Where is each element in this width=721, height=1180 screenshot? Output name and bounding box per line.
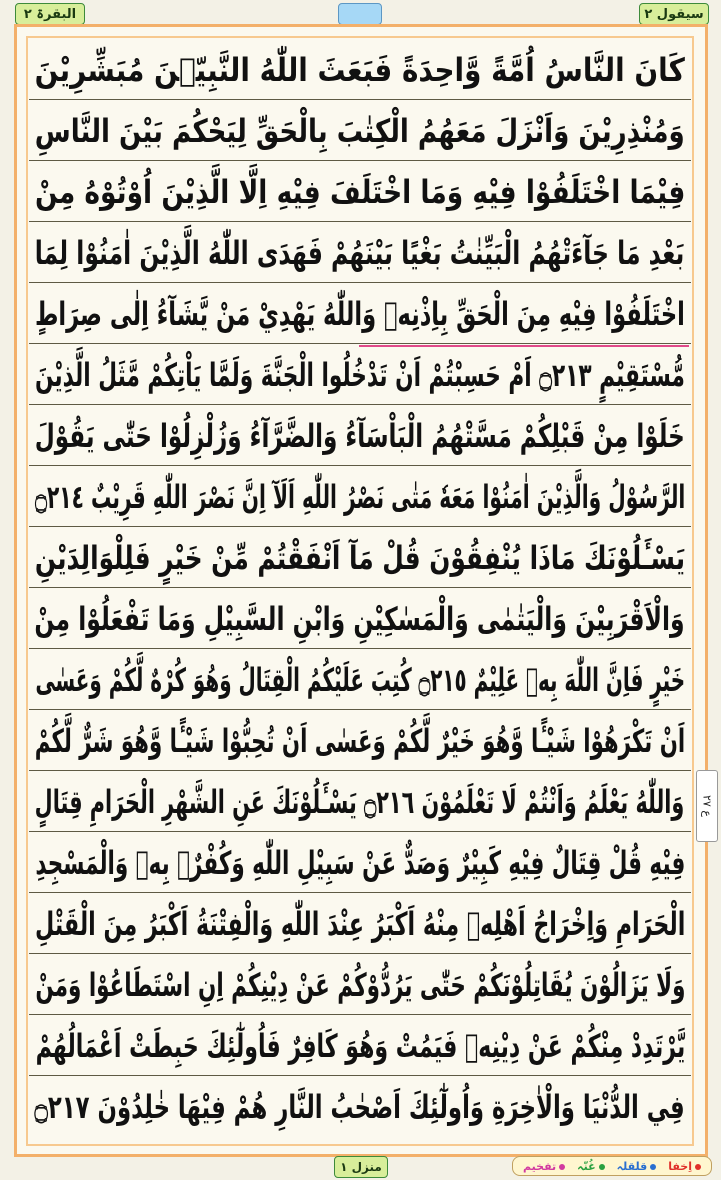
verse-line-1: [29, 39, 691, 100]
verse-line-text: وَالْاَقْرَبِيْنَ وَالْيَتٰمٰى وَالْمَسٰكِيْنِ وَابْنِ السَّبِيْلِ وَمَا تَفْعَلُوْا مِنْ: [34, 599, 686, 638]
legend-item: [668, 1160, 701, 1173]
line-divider: [29, 221, 691, 222]
verse-line-text: اَنْ تَكْرَهُوْا شَيْـًٔا وَّهُوَ خَيْرٌ لَّكُمْ وَعَسٰى اَنْ تُحِبُّوْا شَيْـًٔا وَّهُوَ شَرٌّ لَّكُمْ: [34, 721, 686, 760]
legend-item: [577, 1160, 604, 1173]
line-divider: [29, 343, 691, 344]
verse-line-text: كَانَ النَّاسُ اُمَّةً وَّاحِدَةً فَبَعَثَ اللّٰهُ النَّبِيّٖنَ مُبَشِّرِيْنَ: [34, 50, 686, 89]
verse-line-text: يَّرْتَدِدْ مِنْكُمْ عَنْ دِيْنِهٖ فَيَمُتْ وَهُوَ كَافِرٌ فَاُولٰٓئِكَ حَبِطَتْ اَعْمَالُهُمْ: [35, 1026, 685, 1065]
legend-dot-icon: [650, 1164, 656, 1170]
verse-line-text: فِيْمَا اخْتَلَفُوْا فِيْهِ وَمَا اخْتَلَفَ فِيْهِ اِلَّا الَّذِيْنَ اُوْتُوْهُ مِنْ: [34, 172, 686, 211]
verse-line-3: [29, 161, 691, 222]
line-divider: [29, 465, 691, 466]
verse-line-8: [29, 466, 691, 527]
verse-line-10: [29, 588, 691, 649]
quran-text-block: [29, 39, 691, 1143]
verse-line-18: [29, 1076, 691, 1137]
line-divider: [29, 587, 691, 588]
line-divider: [29, 1075, 691, 1076]
verse-line-text: اخْتَلَفُوْا فِيْهِ مِنَ الْحَقِّ بِاِذْنِهٖ وَاللّٰهُ يَهْدِيْ مَنْ يَّشَآءُ اِلٰى صِرَاطٍ: [35, 294, 685, 333]
verse-line-text: خَلَوْا مِنْ قَبْلِكُمْ مَسَّتْهُمُ الْبَاْسَآءُ وَالضَّرَّآءُ وَزُلْزِلُوْا حَتّٰى يَقُوْلَ: [34, 416, 686, 455]
line-divider: [29, 709, 691, 710]
legend-item: [523, 1160, 565, 1173]
verse-line-text: يَسْـَٔلُوْنَكَ مَاذَا يُنْفِقُوْنَ قُلْ مَآ اَنْفَقْتُمْ مِّنْ خَيْرٍ فَلِلْوَالِدَيْنِ: [34, 538, 686, 577]
verse-line-15: [29, 893, 691, 954]
page-number-tab: [338, 3, 382, 25]
verse-line-7: [29, 405, 691, 466]
line-divider: [29, 953, 691, 954]
verse-line-17: [29, 1015, 691, 1076]
verse-line-2: [29, 100, 691, 161]
verse-line-text: وَاللّٰهُ يَعْلَمُ وَاَنْتُمْ لَا تَعْلَمُوْنَ ۝٢١٦ يَسْـَٔلُوْنَكَ عَنِ الشَّهْرِ الْحَرَامِ قِتَالٍ: [35, 782, 685, 821]
legend-label: تفخیم: [523, 1159, 557, 1173]
tajweed-legend: [512, 1156, 712, 1176]
verse-line-text: الْحَرَامِ وَاِخْرَاجُ اَهْلِهٖ مِنْهُ اَكْبَرُ عِنْدَ اللّٰهِ وَالْفِتْنَةُ اَكْبَرُ مِنَ الْقَتْلِ: [34, 904, 686, 943]
line-divider: [29, 1014, 691, 1015]
verse-line-16: [29, 954, 691, 1015]
line-divider: [29, 282, 691, 283]
ruku-underline: [359, 345, 689, 347]
verse-line-text: وَلَا يَزَالُوْنَ يُقَاتِلُوْنَكُمْ حَتّٰى يَرُدُّوْكُمْ عَنْ دِيْنِكُمْ اِنِ اسْتَطَاعُوْا وَمَنْ: [34, 965, 686, 1004]
verse-line-6: [29, 344, 691, 405]
line-divider: [29, 404, 691, 405]
verse-line-text: وَمُنْذِرِيْنَ وَاَنْزَلَ مَعَهُمُ الْكِتٰبَ بِالْحَقِّ لِيَحْكُمَ بَيْنَ النَّاسِ: [35, 111, 685, 150]
legend-label: غُنّہ: [577, 1159, 596, 1173]
manzil-label: منزل ۱: [334, 1156, 388, 1178]
verse-line-4: [29, 222, 691, 283]
verse-line-text: خَيْرٍ فَاِنَّ اللّٰهَ بِهٖ عَلِيْمٌ ۝٢١٥ كُتِبَ عَلَيْكُمُ الْقِتَالُ وَهُوَ كُرْهٌ لَّكُمْ وَعَسٰى: [35, 660, 685, 699]
verse-line-12: [29, 710, 691, 771]
legend-item: [617, 1160, 657, 1173]
verse-line-text: فِي الدُّنْيَا وَالْاٰخِرَةِ وَاُولٰٓئِكَ اَصْحٰبُ النَّارِ هُمْ فِيْهَا خٰلِدُوْنَ ۝٢١٧: [34, 1087, 686, 1126]
verse-line-text: فِيْهِ قُلْ قِتَالٌ فِيْهِ كَبِيْرٌ وَصَدٌّ عَنْ سَبِيْلِ اللّٰهِ وَكُفْرٌۢ بِهٖ وَالْمَسْجِدِ: [35, 843, 685, 882]
line-divider: [29, 99, 691, 100]
juz-name-tab: سیقول ۲: [639, 3, 709, 25]
verse-line-11: [29, 649, 691, 710]
line-divider: [29, 892, 691, 893]
legend-dot-icon: [559, 1164, 565, 1170]
line-divider: [29, 160, 691, 161]
ruku-marker: ع ۲۷: [696, 770, 718, 842]
surah-name-tab: البقرۃ ۲: [15, 3, 85, 25]
legend-label: قلقلہ: [616, 1159, 648, 1173]
verse-line-text: الرَّسُوْلُ وَالَّذِيْنَ اٰمَنُوْا مَعَهٗ مَتٰى نَصْرُ اللّٰهِ اَلَآ اِنَّ نَصْرَ اللّٰهِ قَرِيْبٌ ۝٢١٤: [34, 477, 686, 516]
legend-label: اِخفا: [668, 1159, 692, 1173]
legend-dot-icon: [695, 1164, 701, 1170]
verse-line-14: [29, 832, 691, 893]
verse-line-9: [29, 527, 691, 588]
verse-line-text: مُّسْتَقِيْمٍ ۝٢١٣ اَمْ حَسِبْتُمْ اَنْ تَدْخُلُوا الْجَنَّةَ وَلَمَّا يَاْتِكُمْ مَّثَلُ الَّذِيْنَ: [35, 355, 685, 394]
line-divider: [29, 648, 691, 649]
line-divider: [29, 831, 691, 832]
verse-line-13: [29, 771, 691, 832]
line-divider: [29, 526, 691, 527]
verse-line-text: بَعْدِ مَا جَآءَتْهُمُ الْبَيِّنٰتُ بَغْيًا بَيْنَهُمْ فَهَدَى اللّٰهُ الَّذِيْنَ اٰمَنُوْا لِمَا: [35, 233, 685, 272]
verse-line-5: [29, 283, 691, 344]
line-divider: [29, 770, 691, 771]
legend-dot-icon: [599, 1164, 605, 1170]
